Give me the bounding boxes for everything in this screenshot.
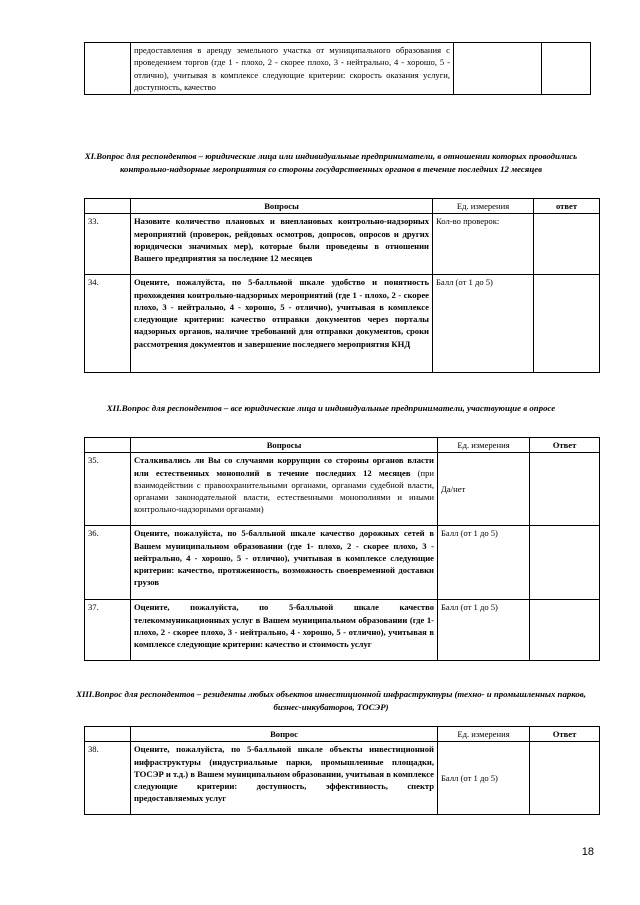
table-row xyxy=(85,43,591,95)
unit-header: Ед. измерения xyxy=(438,438,530,453)
table-header-row xyxy=(85,438,600,453)
num-header xyxy=(85,199,131,214)
answer-header: Ответ xyxy=(530,438,600,453)
unit-cell: Кол-во проверок: xyxy=(433,214,534,275)
unit-cell: Балл (от 1 до 5) xyxy=(438,600,530,661)
table-row xyxy=(85,742,600,815)
continuation-table xyxy=(84,42,591,95)
unit-cell: Да/нет xyxy=(438,453,530,526)
question-cell: предоставления в аренду земельного участка от муниципального образования с проведением торгов (где 1 - плохо, 2 - скорее плохо, 3 - нейтрально, 4 - хорошо, 5 - отлично), учитывая в комплексе следующие критерии: скорость оказания услуги, доступность, качество xyxy=(131,43,454,95)
num-header xyxy=(85,727,131,742)
row-number-cell: 33. xyxy=(85,214,131,275)
table-row xyxy=(85,214,600,275)
section-heading-13: XIII.Вопрос для респондентов – резиденты любых объектов инвестиционной инфраструктуры (техно- и промышленных парков, бизнес-инкубаторов, ТОСЭР) xyxy=(76,689,586,712)
question-cell xyxy=(131,453,438,526)
table-row xyxy=(85,453,600,526)
question-bold-text: Сталкивались ли Вы со случаями коррупции со стороны органов власти или естественных монополий в течение последних 12 месяцев xyxy=(134,455,434,478)
section-heading-12: XII.Вопрос для респондентов – все юридические лица и индивидуальные предприниматели, участвующие в опросе xyxy=(106,403,556,413)
unit-header: Ед. измерения xyxy=(438,727,530,742)
section-12-table xyxy=(84,437,600,661)
row-number-cell: 38. xyxy=(85,742,131,815)
row-number-cell: 37. xyxy=(85,600,131,661)
row-number-cell xyxy=(85,43,131,95)
section-13-table xyxy=(84,726,600,815)
unit-cell: Балл (от 1 до 5) xyxy=(433,275,534,373)
row-number-cell: 35. xyxy=(85,453,131,526)
question-cell: Оцените, пожалуйста, по 5-балльной шкале качество телекоммуникационных услуг в Вашем муниципальном образовании (где 1- плохо, 2 - скорее плохо, 3 - нейтрально, 4 - хорошо, 5 - отлично), учитывая в комплексе следующие критерии: качество и стоимость услуг xyxy=(131,600,438,661)
unit-cell: Балл (от 1 до 5) xyxy=(438,526,530,600)
questions-header: Вопросы xyxy=(131,199,433,214)
answer-cell[interactable] xyxy=(534,214,600,275)
question-normal-text: (при взаимодействии с правоохранительными органами, органами судебной власти, органами законодательной власти, естественными монополиями и иными контрольно-надзорными органами) xyxy=(134,467,434,515)
row-number-cell: 36. xyxy=(85,526,131,600)
section-heading-11: XI.Вопрос для респондентов – юридические лица или индивидуальные предприниматели, в отношении которых проводились контрольно-надзорные мероприятия со стороны государственных органов в течение последних 12 месяцев xyxy=(84,151,578,174)
unit-cell xyxy=(454,43,542,95)
answer-cell[interactable] xyxy=(530,600,600,661)
num-header xyxy=(85,438,131,453)
question-cell: Оцените, пожалуйста, по 5-балльной шкале качество дорожных сетей в Вашем муниципальном образовании (где 1- плохо, 2 - скорее плохо, 3 - нейтрально, 4 - хорошо, 5 - отлично), учитывая в комплексе следующие критерии: качество, протяженность, возможность своевременной доставки грузов xyxy=(131,526,438,600)
unit-cell: Балл (от 1 до 5) xyxy=(438,742,530,815)
table-header-row xyxy=(85,727,600,742)
table-header-row xyxy=(85,199,600,214)
question-cell: Оцените, пожалуйста, по 5-балльной шкале удобство и понятность прохождения контрольно-надзорных мероприятий (где 1 - плохо, 2 - скорее плохо, 3 - нейтрально, 4 - хорошо, 5 - отлично), учитывая в комплексе следующие критерии: качество отправки документов через порталы надзорных органов, наличие требований для отправки документов, сроки рассмотрения документов и завершение последнего мероприятия КНД xyxy=(131,275,433,373)
section-11-table xyxy=(84,198,600,373)
questions-header: Вопросы xyxy=(131,438,438,453)
table-row xyxy=(85,275,600,373)
question-cell: Оцените, пожалуйста, по 5-балльной шкале объекты инвестиционной инфраструктуры (индустриальные парки, промышленные площадки, ТОСЭР и т.д.) в Вашем муниципальном образовании, учитывая в комплексе следующие критерии: доступность, эффективность, спектр предоставляемых услуг xyxy=(131,742,438,815)
question-cell: Назовите количество плановых и внеплановых контрольно-надзорных мероприятий (проверок, рейдовых осмотров, допросов, опросов и других юридически значимых мер), которые были проведены в отношении Вашего предприятия за последние 12 месяцев xyxy=(131,214,433,275)
answer-header: Ответ xyxy=(530,727,600,742)
answer-header: ответ xyxy=(534,199,600,214)
answer-cell[interactable] xyxy=(534,275,600,373)
row-number-cell: 34. xyxy=(85,275,131,373)
answer-cell[interactable] xyxy=(530,742,600,815)
answer-cell[interactable] xyxy=(530,453,600,526)
answer-cell xyxy=(542,43,591,95)
table-row xyxy=(85,526,600,600)
questions-header: Вопрос xyxy=(131,727,438,742)
unit-header: Ед. измерения xyxy=(433,199,534,214)
answer-cell[interactable] xyxy=(530,526,600,600)
table-row xyxy=(85,600,600,661)
page-number: 18 xyxy=(581,846,594,858)
